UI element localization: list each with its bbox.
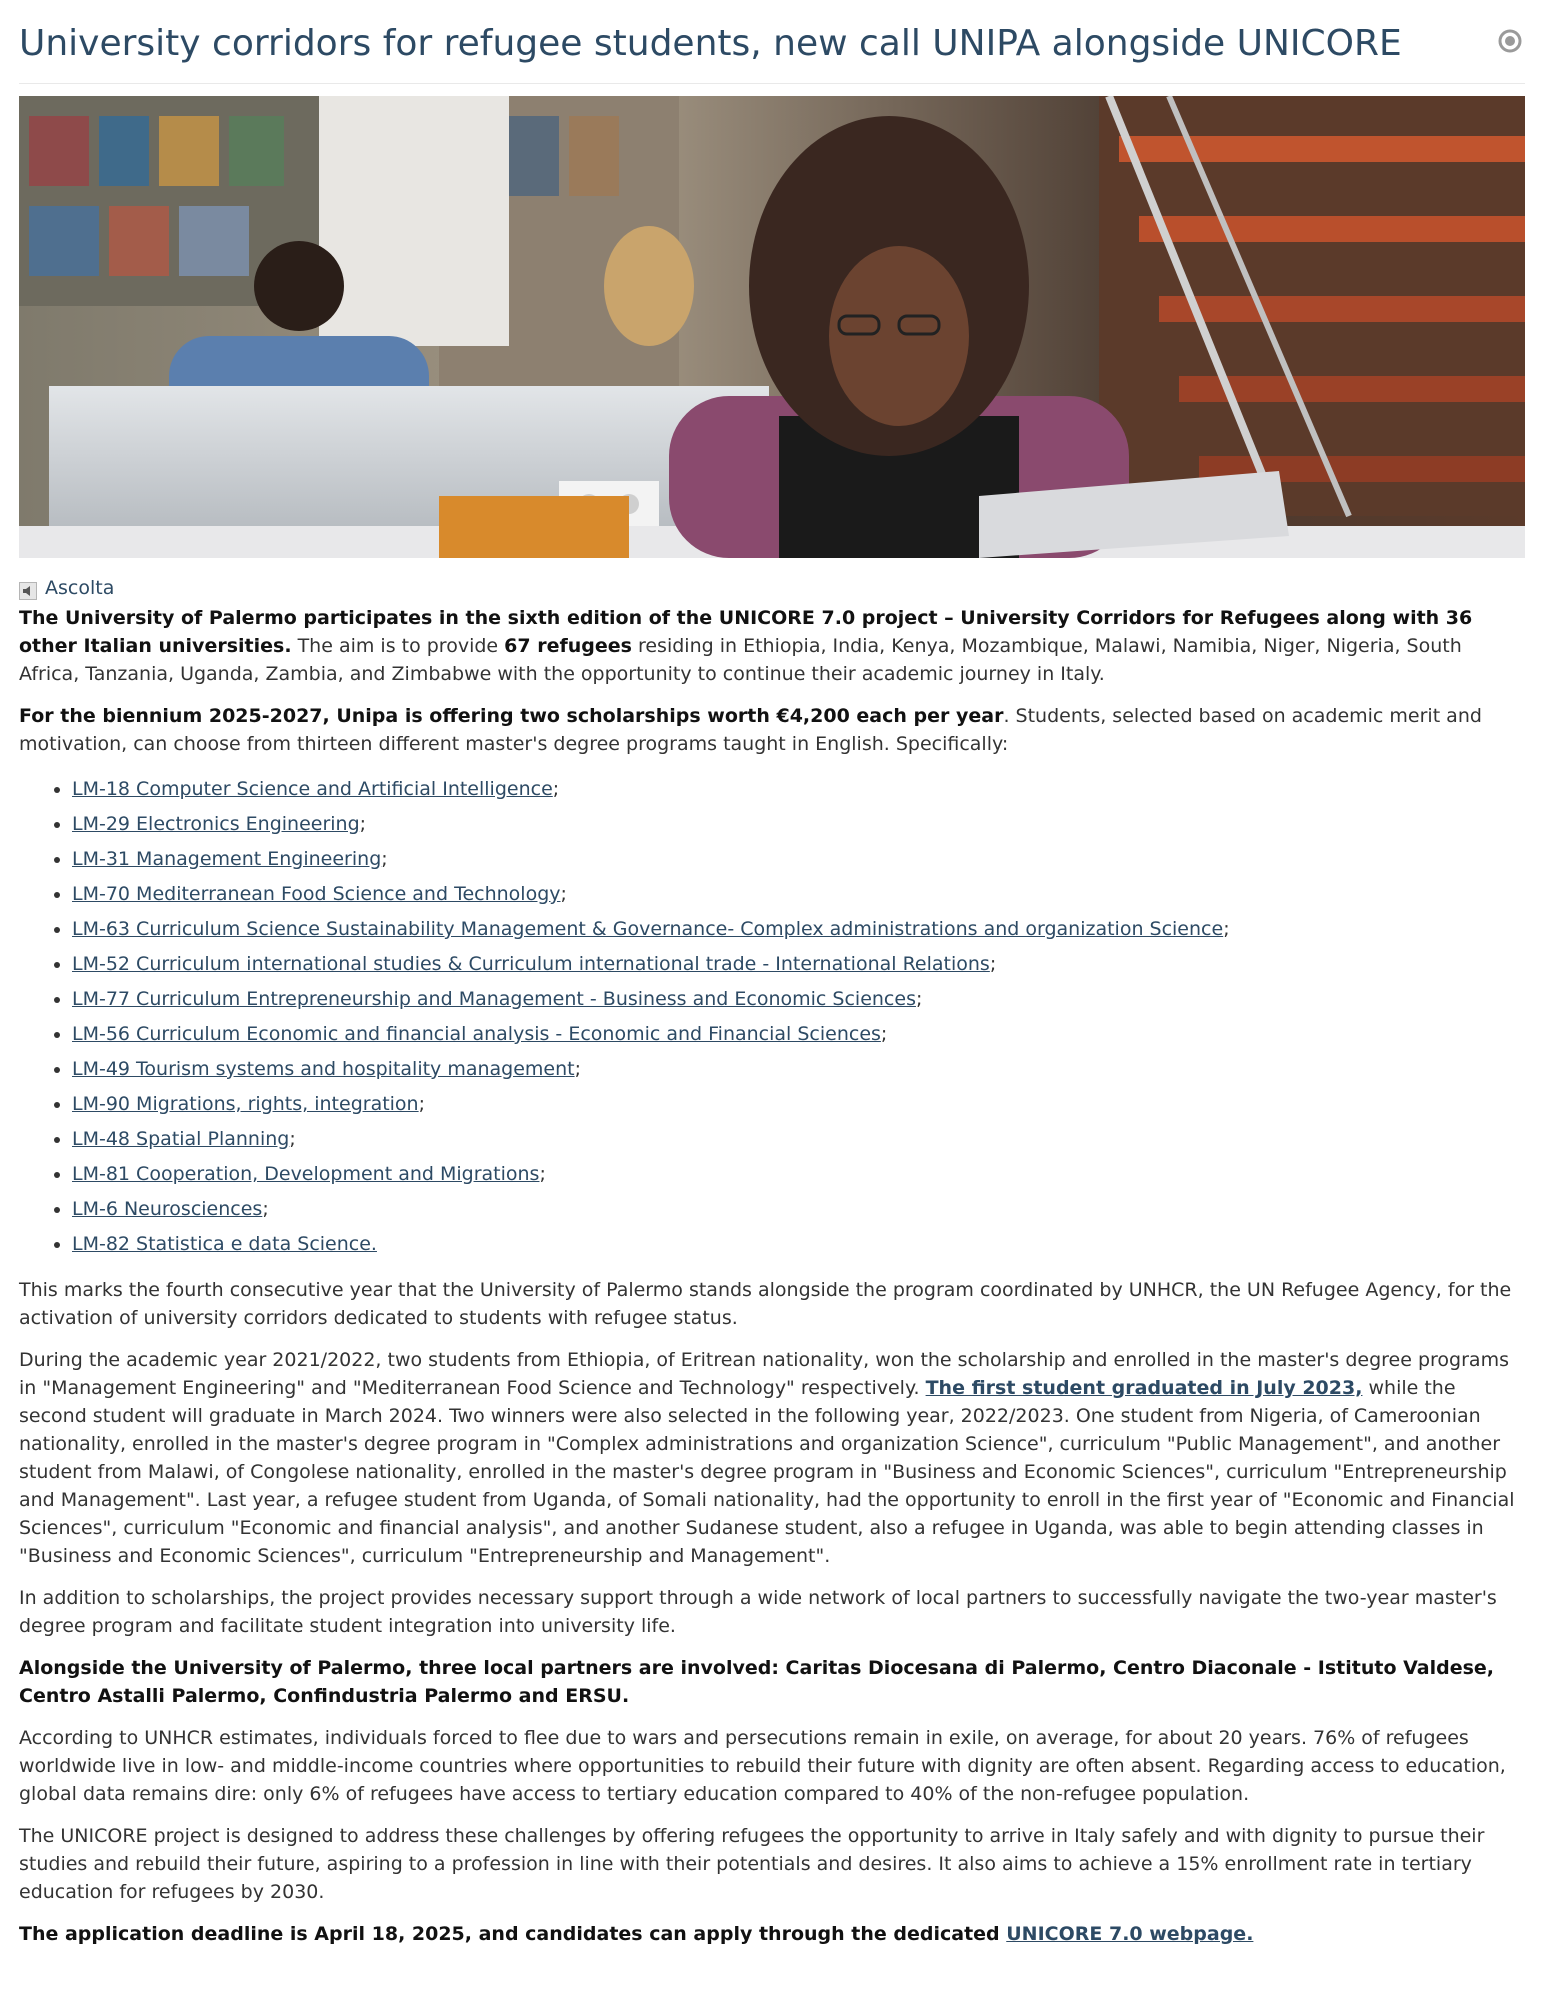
first-graduate-link[interactable]: The first student graduated in July 2023, — [925, 1377, 1363, 1399]
article-body — [19, 604, 1525, 1948]
history-paragraph — [19, 1346, 1525, 1570]
program-suffix: ; — [880, 1023, 888, 1045]
program-suffix: ; — [989, 953, 997, 975]
program-link[interactable]: LM-56 Curriculum Economic and financial analysis - Economic and Financial Sciences — [72, 1023, 881, 1045]
unicore-webpage-link[interactable]: UNICORE 7.0 webpage. — [1006, 1923, 1254, 1945]
project-paragraph: The UNICORE project is designed to address these challenges by offering refugees the opportunity to arrive in Italy safely and with dignity to pursue their studies and rebuild their future, aspiring to a profession in line with their potentials and desires. It also aims to achieve a 15% enrollment rate in tertiary education for refugees by 2030. — [19, 1825, 1485, 1903]
programs-list — [19, 772, 1525, 1262]
unhcr-paragraph: This marks the fourth consecutive year that the University of Palermo stands alongside the program coordinated by UNHCR, the UN Refugee Agency, for the activation of university corridors dedicated to students with refugee status. — [19, 1279, 1512, 1329]
program-link[interactable]: LM-29 Electronics Engineering — [72, 813, 360, 835]
partners-bold: Alongside the University of Palermo, three local partners are involved: Caritas Diocesana di Palermo, Centro Diaconale - Istituto Valdese, Centro Astalli Palermo, Confindustria Palermo and ERSU. — [19, 1657, 1495, 1707]
scholarship-paragraph — [19, 702, 1525, 758]
program-link[interactable]: LM-70 Mediterranean Food Science and Technology — [72, 883, 561, 905]
list-item — [72, 1227, 1525, 1262]
support-paragraph: In addition to scholarships, the project provides necessary support through a wide network of local partners to successfully navigate the two-year master's degree program and facilitate student integration into university life. — [19, 1587, 1497, 1637]
partners-paragraph — [19, 1654, 1525, 1710]
title-row — [19, 0, 1525, 84]
deadline-bold: The application deadline is April 18, 2025, and candidates can apply through the dedicated — [19, 1923, 1007, 1945]
scholarship-text: . Students, selected based on academic merit and motivation, can choose from thirteen different master's degree programs taught in English. Specifically: — [19, 705, 1482, 755]
list-item — [72, 912, 1525, 947]
program-link[interactable]: LM-6 Neurosciences — [72, 1198, 263, 1220]
listen-link[interactable]: Ascolta — [45, 577, 115, 599]
deadline-paragraph — [19, 1920, 1525, 1948]
list-item — [72, 982, 1525, 1017]
program-link[interactable]: LM-82 Statistica e data Science. — [72, 1233, 377, 1255]
program-suffix: ; — [560, 883, 567, 905]
program-suffix: ; — [574, 1058, 582, 1080]
hero-image — [19, 96, 1525, 558]
list-item — [72, 1017, 1525, 1052]
program-link[interactable]: LM-90 Migrations, rights, integration — [72, 1093, 419, 1115]
settings-gear-icon[interactable] — [1497, 28, 1523, 54]
program-suffix: ; — [359, 813, 367, 835]
list-item — [72, 772, 1525, 807]
program-suffix: ; — [262, 1198, 269, 1220]
intro-bold: The University of Palermo participates in the sixth edition of the UNICORE 7.0 project – University Corridors for Refugees along with 36 other Italian universities. — [19, 607, 1473, 657]
program-link[interactable]: LM-63 Curriculum Science Sustainability Management & Governance- Complex administrations and organization Science — [72, 918, 1224, 940]
intro-text-2: residing in Ethiopia, India, Kenya, Mozambique, Malawi, Namibia, Niger, Nigeria, South Africa, Tanzania, Uganda, Zambia, and Zimbabwe with the opportunity to continue their academic journey in Italy. — [19, 635, 1462, 685]
history-text: During the academic year 2021/2022, two students from Ethiopia, of Eritrean nationality, won the scholarship and enrolled in the master's degree programs in "Management Engineering" and "Mediterranean Food Science and Technology" respectively. — [19, 1349, 1509, 1399]
program-suffix: ; — [1223, 918, 1230, 940]
speaker-icon[interactable] — [19, 582, 37, 600]
program-suffix: ; — [289, 1128, 296, 1150]
program-link[interactable]: LM-81 Cooperation, Development and Migrations — [72, 1163, 540, 1185]
list-item — [72, 947, 1525, 982]
list-item — [72, 1052, 1525, 1087]
list-item — [72, 1122, 1525, 1157]
listen-bar — [19, 574, 1525, 602]
list-item — [72, 1087, 1525, 1122]
program-link[interactable]: LM-49 Tourism systems and hospitality management — [72, 1058, 575, 1080]
list-item — [72, 842, 1525, 877]
intro-paragraph — [19, 604, 1525, 688]
program-link[interactable]: LM-31 Management Engineering — [72, 848, 382, 870]
program-suffix: ; — [418, 1093, 426, 1115]
list-item — [72, 807, 1525, 842]
program-suffix: ; — [539, 1163, 546, 1185]
page-title: University corridors for refugee students, new call UNIPA alongside UNICORE — [19, 23, 1402, 64]
program-suffix: ; — [552, 778, 560, 800]
scholarship-bold: For the biennium 2025-2027, Unipa is offering two scholarships worth €4,200 each per year — [19, 705, 1004, 727]
intro-text: The aim is to provide — [291, 635, 505, 657]
program-link[interactable]: LM-48 Spatial Planning — [72, 1128, 290, 1150]
program-suffix: ; — [915, 988, 923, 1010]
list-item — [72, 1157, 1525, 1192]
estimates-paragraph: According to UNHCR estimates, individuals forced to flee due to wars and persecutions remain in exile, on average, for about 20 years. 76% of refugees worldwide live in low- and middle-income countries where opportunities to rebuild their future with dignity are often absent. Regarding access to education, global data remains dire: only 6% of refugees have access to tertiary education compared to 40% of the non-refugee population. — [19, 1727, 1506, 1805]
refugees-count: 67 refugees — [504, 635, 632, 657]
list-item — [72, 877, 1525, 912]
history-text-2: while the second student will graduate in March 2024. Two winners were also selected in the following year, 2022/2023. One student from Nigeria, of Cameroonian nationality, enrolled in the master's degree program in "Complex administrations and organization Science", curriculum "Public Management", and another student from Malawi, of Congolese nationality, enrolled in the master's degree program in "Business and Economic Sciences", curriculum "Entrepreneurship and Management". Last year, a refugee student from Uganda, of Somali nationality, had the opportunity to enroll in the first year of "Economic and Financial Sciences", curriculum "Economic and financial analysis", and another Sudanese student, also a refugee in Uganda, was able to begin attending classes in "Business and Economic Sciences", curriculum "Entrepreneurship and Management". — [19, 1377, 1515, 1567]
list-item — [72, 1192, 1525, 1227]
program-link[interactable]: LM-52 Curriculum international studies & Curriculum international trade - International Relations — [72, 953, 990, 975]
program-suffix: ; — [381, 848, 388, 870]
program-link[interactable]: LM-18 Computer Science and Artificial Intelligence — [72, 778, 553, 800]
program-link[interactable]: LM-77 Curriculum Entrepreneurship and Management - Business and Economic Sciences — [72, 988, 916, 1010]
